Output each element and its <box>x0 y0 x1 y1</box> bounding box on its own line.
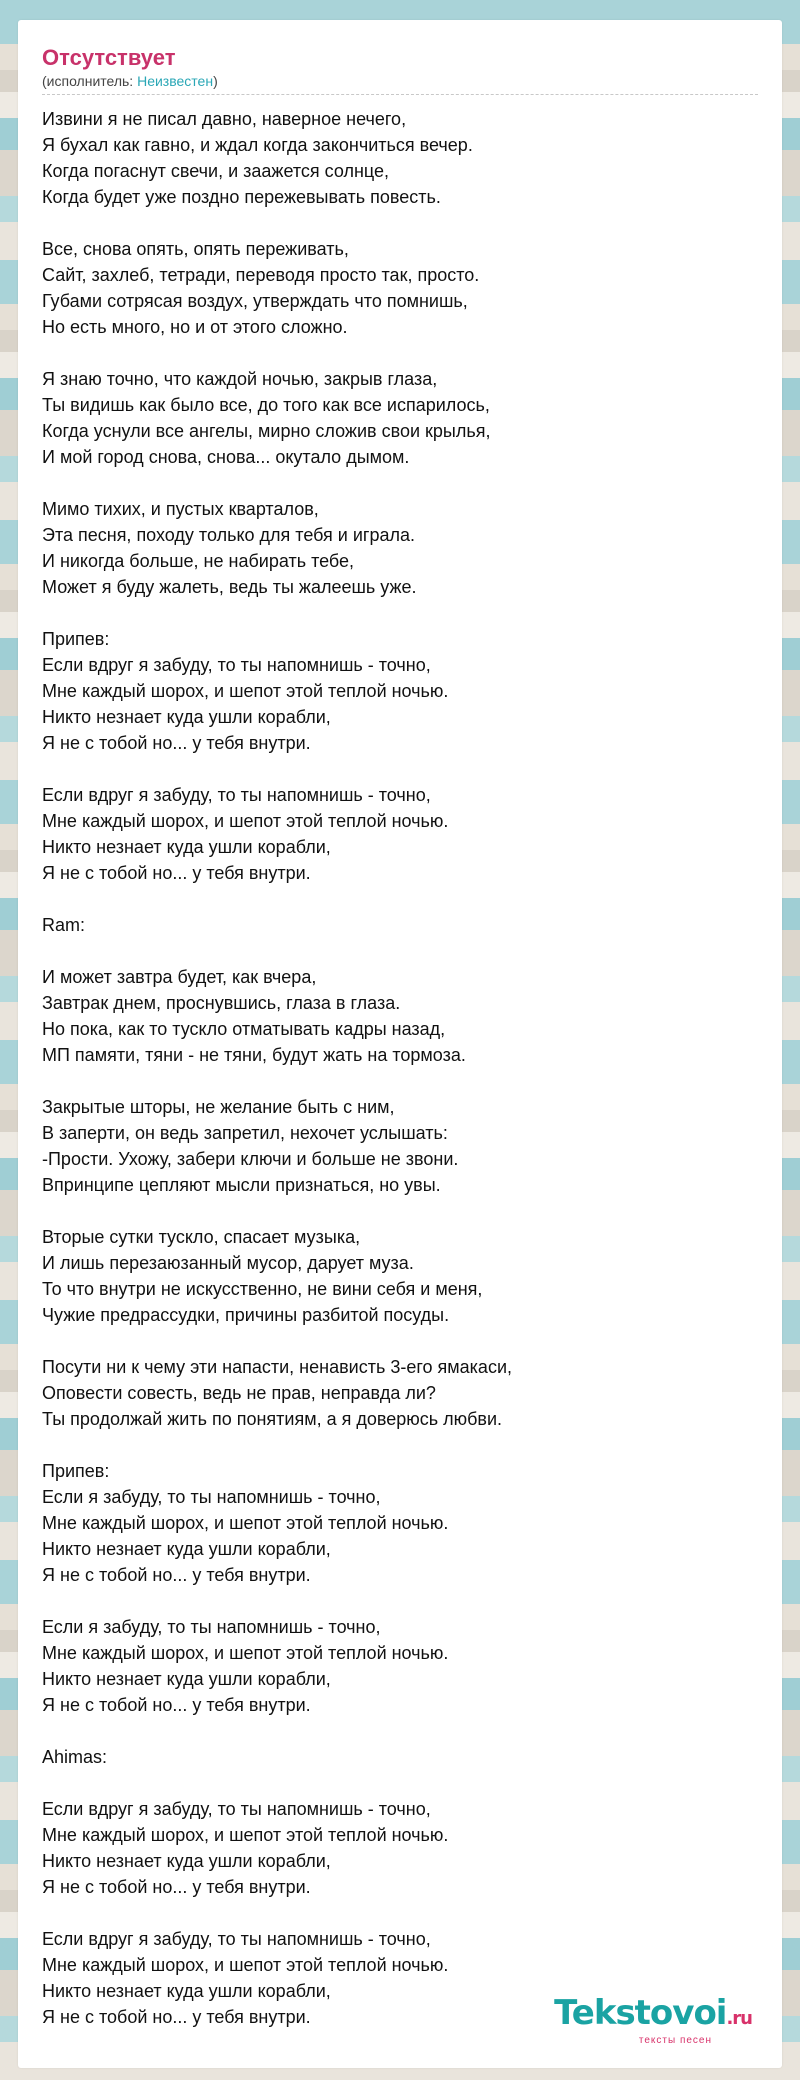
lyrics-line: Ram: <box>42 915 86 935</box>
lyrics-line: Когда погаснут свечи, и заажется солнце, <box>42 161 390 181</box>
lyrics-line: Впринципе цепляют мысли признаться, но увы. <box>42 1175 441 1195</box>
lyrics-line: И может завтра будет, как вчера, <box>42 967 317 987</box>
lyrics-stanza <box>42 1354 762 1432</box>
lyrics-line: Может я буду жалеть, ведь ты жалеешь уже. <box>42 577 417 597</box>
song-header <box>42 44 758 95</box>
lyrics-line: Мне каждый шорох, и шепот этой теплой ночью. <box>42 1955 449 1975</box>
lyrics-line: Никто незнает куда ушли корабли, <box>42 1851 331 1871</box>
lyrics-line: Если вдруг я забуду, то ты напомнишь - точно, <box>42 655 431 675</box>
lyrics-line: Если вдруг я забуду, то ты напомнишь - точно, <box>42 1929 431 1949</box>
lyrics-stanza <box>42 1224 762 1328</box>
lyrics-line: Я знаю точно, что каждой ночью, закрыв глаза, <box>42 369 438 389</box>
lyrics-line: Чужие предрассудки, причины разбитой посуды. <box>42 1305 450 1325</box>
lyrics-line: Губами сотрясая воздух, утверждать что помнишь, <box>42 291 468 311</box>
lyrics-line: Если вдруг я забуду, то ты напомнишь - точно, <box>42 785 431 805</box>
lyrics-stanza <box>42 626 762 756</box>
lyrics-line: Я не с тобой но... у тебя внутри. <box>42 1877 311 1897</box>
lyrics-line: То что внутри не искусственно, не вини себя и меня, <box>42 1279 483 1299</box>
artist-line <box>42 72 758 90</box>
lyrics-line: Но есть много, но и от этого сложно. <box>42 317 348 337</box>
lyrics-line: Я не с тобой но... у тебя внутри. <box>42 1565 311 1585</box>
lyrics-stanza <box>42 496 762 600</box>
lyrics-line: Закрытые шторы, не желание быть с ним, <box>42 1097 395 1117</box>
lyrics-line: Если я забуду, то ты напомнишь - точно, <box>42 1617 381 1637</box>
lyrics-line: Если вдруг я забуду, то ты напомнишь - точно, <box>42 1799 431 1819</box>
lyrics-line: И лишь перезаюзанный мусор, дарует муза. <box>42 1253 414 1273</box>
lyrics-line: Никто незнает куда ушли корабли, <box>42 1539 331 1559</box>
song-title: Отсутствует <box>42 45 176 70</box>
lyrics-line: Припев: <box>42 629 110 649</box>
lyrics-line: Сайт, захлеб, тетради, переводя просто так, просто. <box>42 265 480 285</box>
lyrics-line: Я не с тобой но... у тебя внутри. <box>42 733 311 753</box>
logo-tld: .ru <box>726 2008 752 2029</box>
lyrics-line: Извини я не писал давно, наверное нечего, <box>42 109 407 129</box>
lyrics-stanza <box>42 782 762 886</box>
lyrics-line: Мне каждый шорох, и шепот этой теплой ночью. <box>42 1643 449 1663</box>
artist-suffix: ) <box>213 73 218 89</box>
logo-name: Tekstovoi <box>554 1993 727 2033</box>
lyrics-line: Завтрак днем, проснувшись, глаза в глаза. <box>42 993 401 1013</box>
lyrics-line: -Прости. Ухожу, забери ключи и больше не звони. <box>42 1149 459 1169</box>
lyrics-line: Если я забуду, то ты напомнишь - точно, <box>42 1487 381 1507</box>
lyrics-line: И мой город снова, снова... окутало дымом. <box>42 447 410 467</box>
lyrics-stanza <box>42 1094 762 1198</box>
lyrics-stanza <box>42 1614 762 1718</box>
lyrics-line: Никто незнает куда ушли корабли, <box>42 1669 331 1689</box>
lyrics-line: Посути ни к чему эти напасти, ненависть 3-его ямакаси, <box>42 1357 512 1377</box>
lyrics-line: Я бухал как гавно, и ждал когда закончиться вечер. <box>42 135 473 155</box>
lyrics-line: Вторые сутки тускло, спасает музыка, <box>42 1227 361 1247</box>
lyrics-line: Когда будет уже поздно пережевывать повесть. <box>42 187 441 207</box>
lyrics-text <box>42 106 762 2056</box>
lyrics-line: И никогда больше, не набирать тебе, <box>42 551 355 571</box>
lyrics-line: В заперти, он ведь запретил, нехочет услышать: <box>42 1123 448 1143</box>
lyrics-stanza <box>42 236 762 340</box>
artist-prefix: (исполнитель: <box>42 73 138 89</box>
lyrics-line: МП памяти, тяни - не тяни, будут жать на тормоза. <box>42 1045 466 1065</box>
site-logo[interactable] <box>554 1995 752 2046</box>
lyrics-line: Никто незнает куда ушли корабли, <box>42 1981 331 2001</box>
lyrics-line: Припев: <box>42 1461 110 1481</box>
lyrics-stanza <box>42 964 762 1068</box>
lyrics-line: Мне каждый шорох, и шепот этой теплой ночью. <box>42 1513 449 1533</box>
lyrics-line: Ты видишь как было все, до того как все испарилось, <box>42 395 490 415</box>
lyrics-line: Я не с тобой но... у тебя внутри. <box>42 863 311 883</box>
lyrics-stanza <box>42 1744 762 1770</box>
lyrics-line: Оповести совесть, ведь не прав, неправда ли? <box>42 1383 436 1403</box>
lyrics-line: Когда уснули все ангелы, мирно сложив свои крылья, <box>42 421 491 441</box>
lyrics-line: Все, снова опять, опять переживать, <box>42 239 349 259</box>
lyrics-line: Но пока, как то тускло отматывать кадры назад, <box>42 1019 446 1039</box>
logo-wordmark <box>554 1995 752 2037</box>
lyrics-line: Я не с тобой но... у тебя внутри. <box>42 1695 311 1715</box>
lyrics-line: Мне каждый шорох, и шепот этой теплой ночью. <box>42 681 449 701</box>
lyrics-stanza <box>42 1796 762 1900</box>
lyrics-line: Ты продолжай жить по понятиям, а я доверюсь любви. <box>42 1409 503 1429</box>
lyrics-stanza <box>42 1458 762 1588</box>
lyrics-line: Эта песня, походу только для тебя и играла. <box>42 525 416 545</box>
lyrics-line: Мимо тихих, и пустых кварталов, <box>42 499 319 519</box>
lyrics-stanza <box>42 912 762 938</box>
lyrics-line: Мне каждый шорох, и шепот этой теплой ночью. <box>42 1825 449 1845</box>
lyrics-line: Ahimas: <box>42 1747 108 1767</box>
lyrics-card <box>18 20 782 2068</box>
lyrics-stanza <box>42 366 762 470</box>
lyrics-line: Никто незнает куда ушли корабли, <box>42 837 331 857</box>
artist-link[interactable]: Неизвестен <box>137 73 214 89</box>
lyrics-line: Я не с тобой но... у тебя внутри. <box>42 2007 311 2027</box>
lyrics-line: Мне каждый шорох, и шепот этой теплой ночью. <box>42 811 449 831</box>
logo-tagline: тексты песен <box>638 2035 712 2046</box>
lyrics-line: Никто незнает куда ушли корабли, <box>42 707 331 727</box>
lyrics-stanza <box>42 106 762 210</box>
